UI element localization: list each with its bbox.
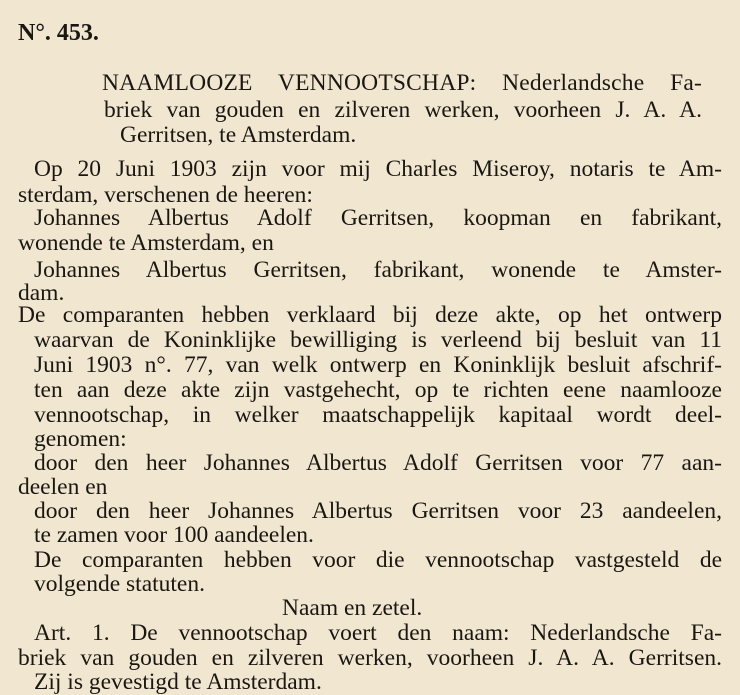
body-line-18: volgende statuten. xyxy=(34,571,205,597)
title-line-1: NAAMLOOZE VENNOOTSCHAP: Nederlandsche Fa- xyxy=(102,70,702,96)
body-line-11: vennootschap, in welker maatschappelijk kapitaal wordt deel- xyxy=(34,402,722,428)
body-line-9: Juni 1903 n°. 77, van welk ontwerp en Koninklijk besluit afschrif- xyxy=(34,352,722,378)
document-number: N°. 453. xyxy=(18,20,99,46)
body-line-3: Johannes Albertus Adolf Gerritsen, koopman en fabrikant, xyxy=(34,205,722,231)
section-heading: Naam en zetel. xyxy=(282,595,423,621)
body-line-10: ten aan deze akte zijn vastgehecht, op te richten eene naamlooze xyxy=(34,377,722,403)
body-line-14: deelen en xyxy=(18,474,108,500)
body-line-16: te zamen voor 100 aandeelen. xyxy=(34,522,314,548)
body-line-13: door den heer Johannes Albertus Adolf Gerritsen voor 77 aan- xyxy=(34,450,722,476)
body-line-20: Art. 1. De vennootschap voert den naam: Nederlandsche Fa- xyxy=(34,620,722,646)
body-line-12: genomen: xyxy=(34,426,127,452)
body-line-4: wonende te Amsterdam, en xyxy=(18,230,274,256)
body-line-5: Johannes Albertus Gerritsen, fabrikant, wonende te Amster- xyxy=(34,257,722,283)
title-line-2: briek van gouden en zilveren werken, voorheen J. A. A. xyxy=(104,97,702,123)
body-line-8: waarvan de Koninklijke bewilliging is verleend bij besluit van 11 xyxy=(34,327,722,353)
body-line-22: Zij is gevestigd te Amsterdam. xyxy=(34,669,322,695)
body-line-6: dam. xyxy=(18,280,65,306)
body-line-2: sterdam, verschenen de heeren: xyxy=(18,182,313,208)
body-line-15: door den heer Johannes Albertus Gerritsen voor 23 aandeelen, xyxy=(34,498,722,524)
body-line-7: De comparanten hebben verklaard bij deze akte, op het ontwerp xyxy=(18,302,722,328)
body-line-1: Op 20 Juni 1903 zijn voor mij Charles Miseroy, notaris te Am- xyxy=(34,156,722,182)
body-line-21: briek van gouden en zilveren werken, voorheen J. A. A. Gerritsen. xyxy=(18,645,722,671)
body-line-17: De comparanten hebben voor die vennootschap vastgesteld de xyxy=(34,547,722,573)
title-line-3: Gerritsen, te Amsterdam. xyxy=(120,122,357,148)
